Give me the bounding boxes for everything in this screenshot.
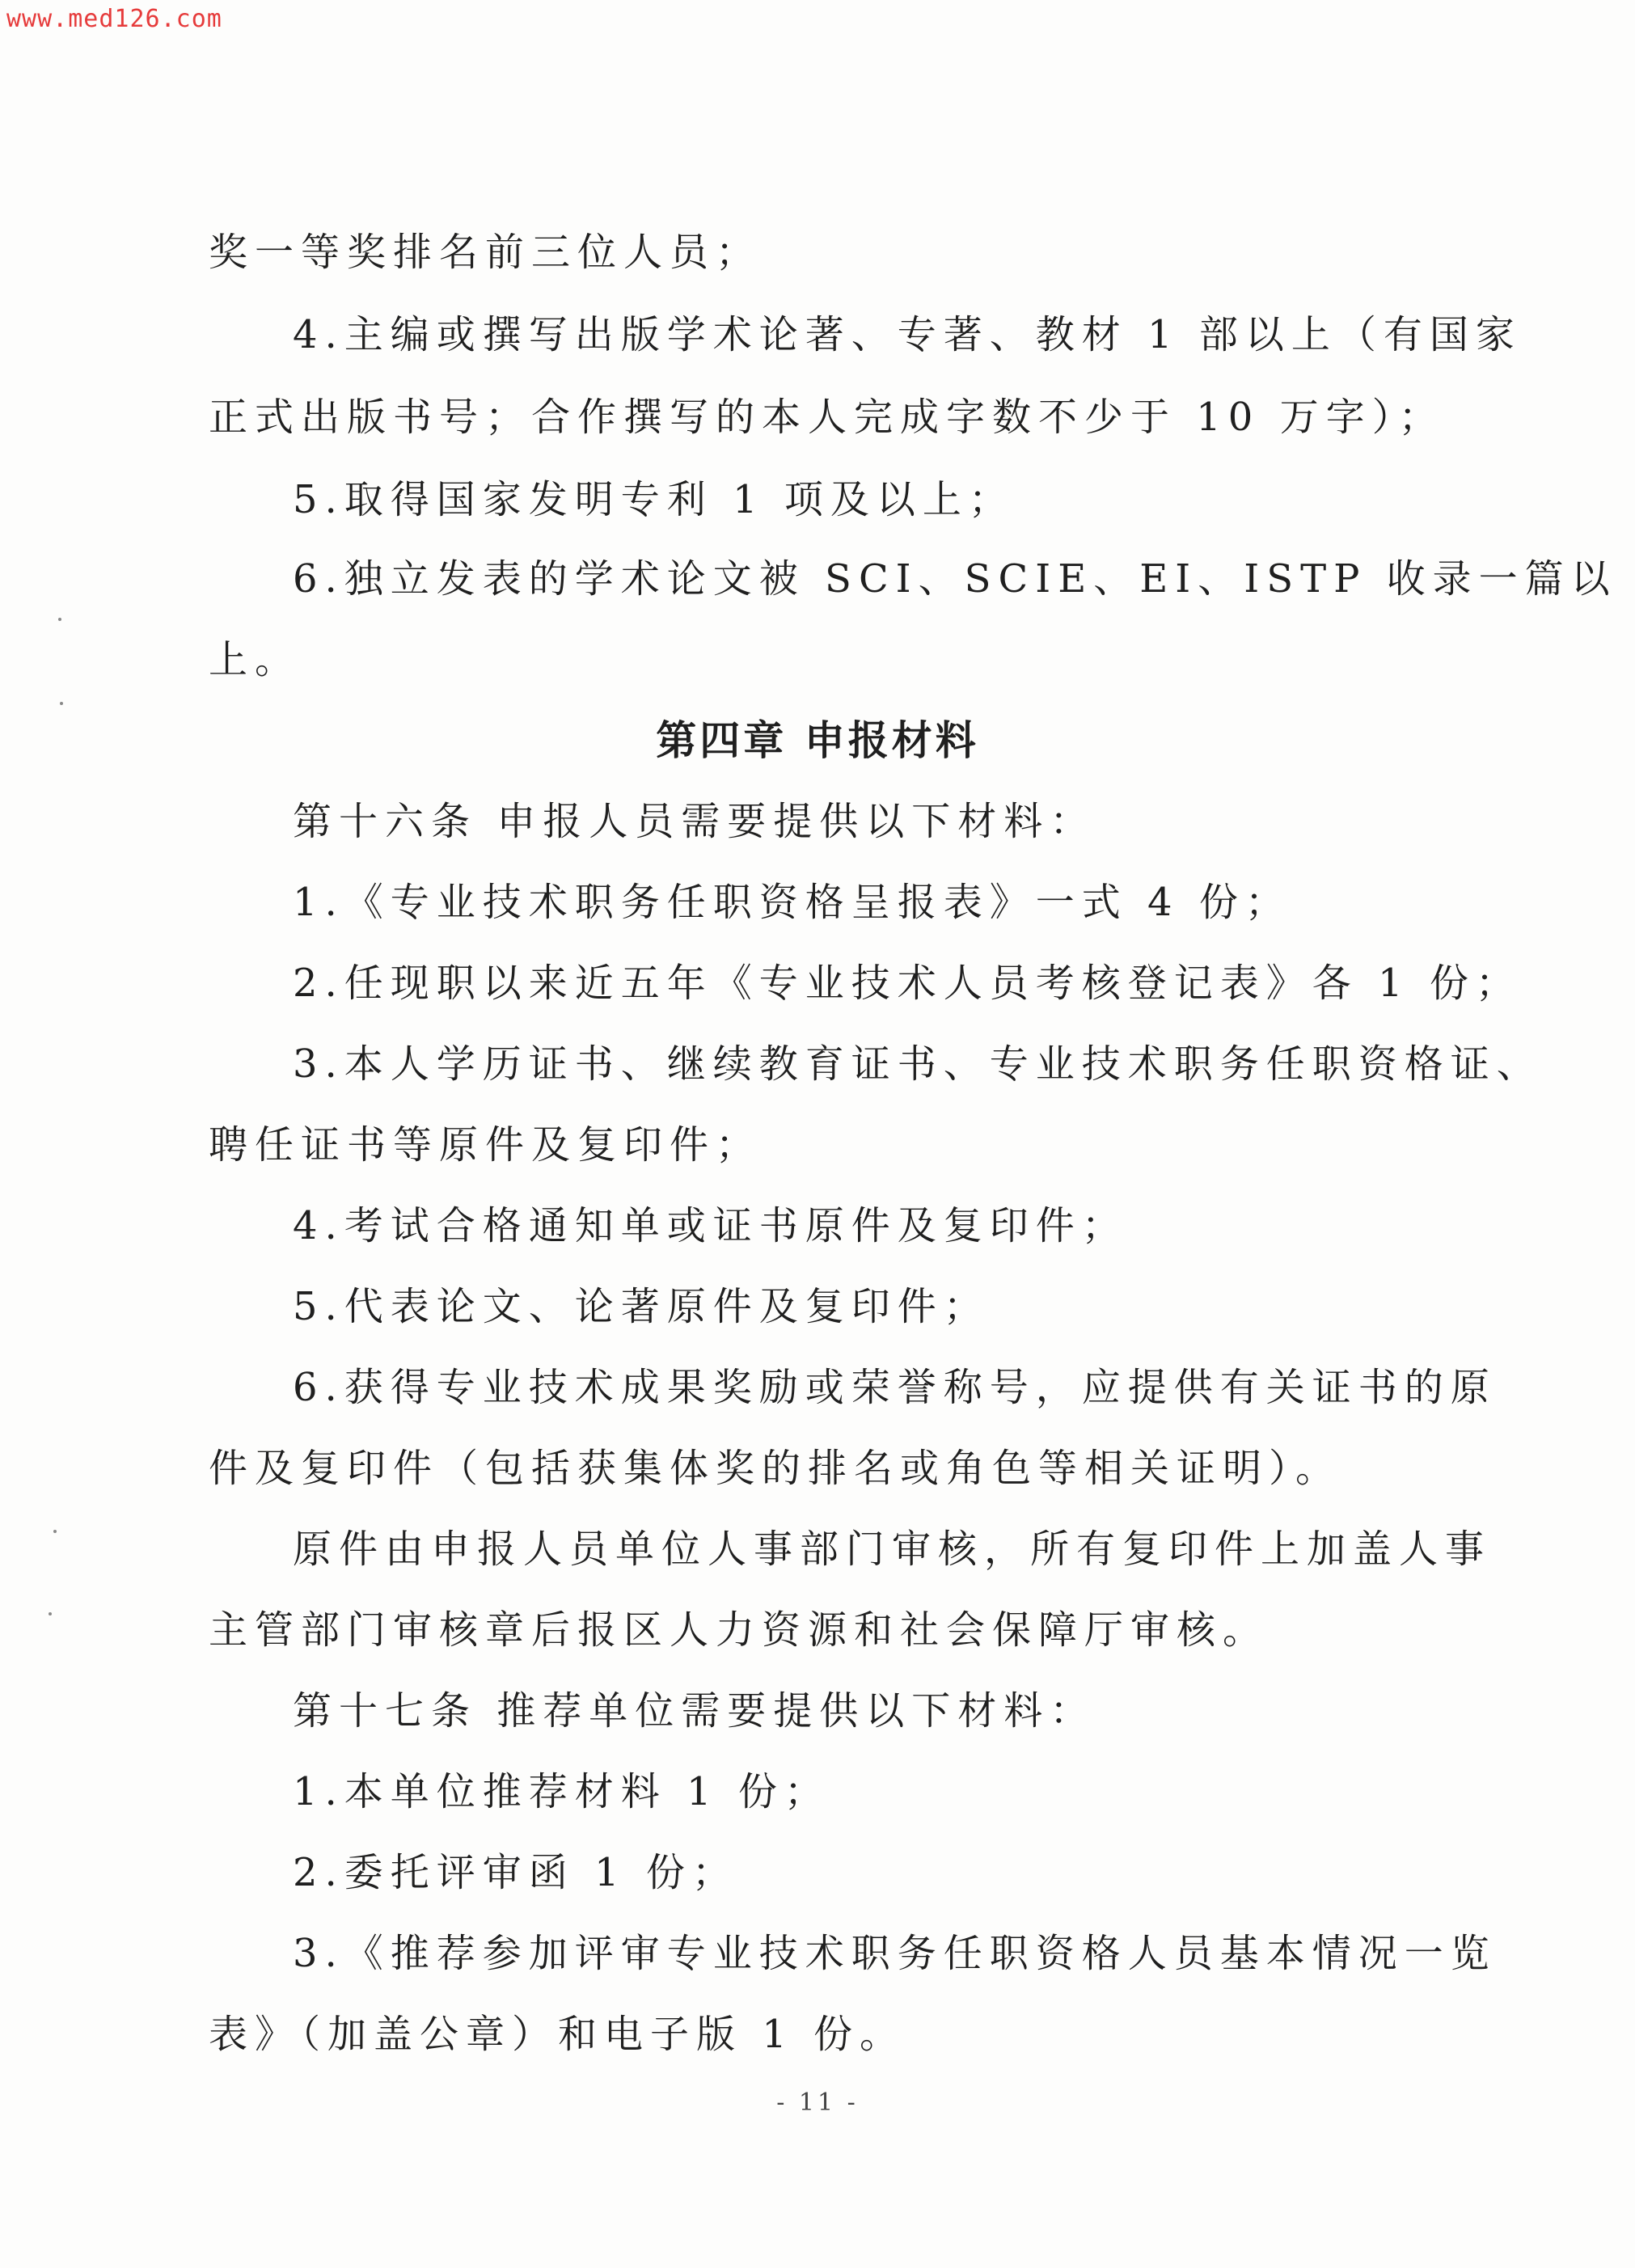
page-number: - 11 - [776,2089,859,2117]
text-line: 4.主编或撰写出版学术论著、专著、教材 1 部以上（有国家 [293,312,1522,357]
text-line: 2.任现职以来近五年《专业技术人员考核登记表》各 1 份； [293,961,1522,1006]
text-line: 聘任证书等原件及复印件； [209,1122,763,1168]
text-line: 3.《推荐参加评审专业技术职务任职资格人员基本情况一览 [293,1931,1497,1976]
text-line: 4.考试合格通知单或证书原件及复印件； [293,1203,1128,1248]
text-line: 1.本单位推荐材料 1 份； [293,1769,830,1814]
text-line: 上。 [209,637,302,682]
chapter-heading: 第四章 申报材料 [656,717,979,764]
text-line: 正式出版书号；合作撰写的本人完成字数不少于 10 万字）； [209,395,1445,440]
text-line: 表》（加盖公章）和电子版 1 份。 [209,2012,906,2057]
text-line: 5.取得国家发明专利 1 项及以上； [293,477,1015,522]
text-line: 第十六条 申报人员需要提供以下材料： [293,799,1096,844]
text-line: 2.委托评审函 1 份； [293,1850,738,1895]
text-line: 原件由申报人员单位人事部门审核，所有复印件上加盖人事 [293,1527,1492,1572]
text-line: 1.《专业技术职务任职资格呈报表》一式 4 份； [293,880,1291,925]
text-line: 第十七条 推荐单位需要提供以下材料： [293,1688,1096,1734]
scan-speck [60,702,63,705]
watermark-url: www.med126.com [6,5,222,33]
text-line: 奖一等奖排名前三位人员； [209,230,763,275]
scan-speck [49,1612,52,1615]
text-line: 3.本人学历证书、继续教育证书、专业技术职务任职资格证、 [293,1041,1543,1087]
scan-speck [58,618,61,621]
text-line: 6.独立发表的学术论文被 SCI、SCIE、EI、ISTP 收录一篇以 [293,556,1617,602]
scan-speck [53,1530,57,1533]
text-line: 主管部门审核章后报区人力资源和社会保障厅审核。 [209,1607,1270,1653]
text-line: 5.代表论文、论著原件及复印件； [293,1284,990,1329]
text-line: 件及复印件（包括获集体奖的排名或角色等相关证明）。 [209,1446,1342,1491]
text-line: 6.获得专业技术成果奖励或荣誉称号，应提供有关证书的原 [293,1365,1497,1410]
